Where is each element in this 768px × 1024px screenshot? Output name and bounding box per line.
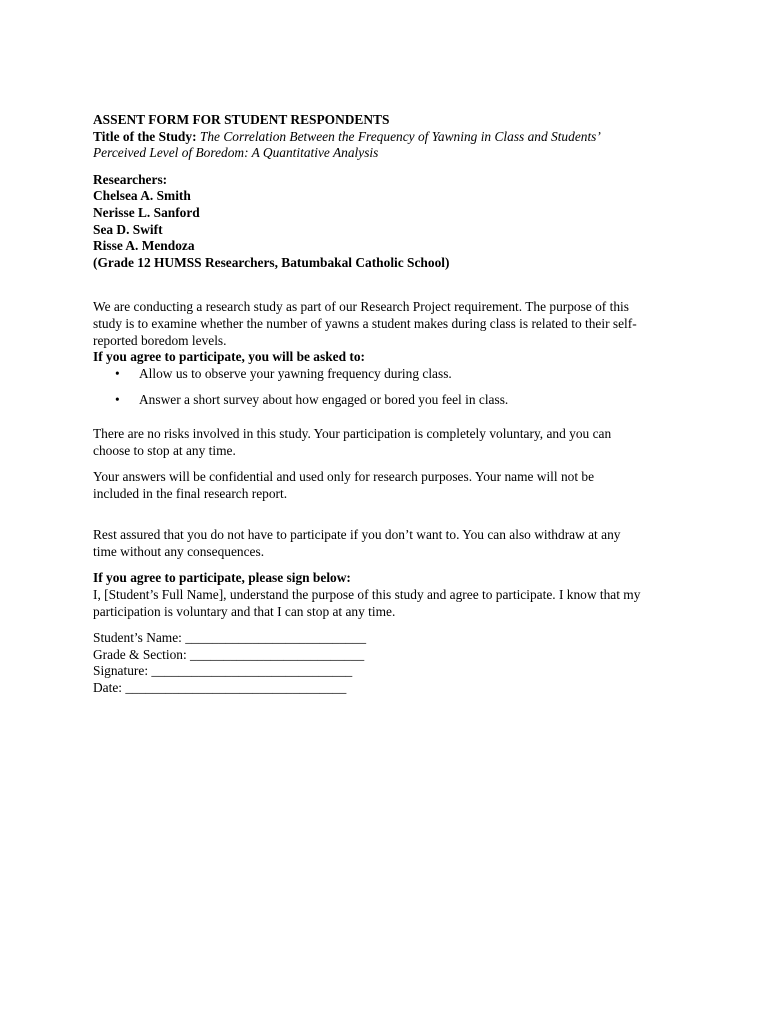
researchers-block	[93, 172, 678, 272]
risks-paragraph	[93, 426, 678, 459]
list-item-text: Allow us to observe your yawning frequency during class.	[139, 365, 452, 381]
withdrawal-line: Rest assured that you do not have to participate if you don’t want to. You can also withdraw at any	[93, 527, 621, 543]
researcher-name: Risse A. Mendoza	[93, 238, 195, 254]
signature-field[interactable]: Signature: ______________________________	[93, 663, 353, 679]
signature-fields	[93, 630, 678, 696]
researcher-name: Nerisse L. Sanford	[93, 204, 200, 220]
bullet-icon: •	[115, 392, 120, 408]
sign-heading: If you agree to participate, please sign below:	[93, 570, 351, 586]
consent-statement-line: I, [Student’s Full Name], understand the purpose of this study and agree to participate. I know that my	[93, 587, 641, 603]
risks-line: There are no risks involved in this study. Your participation is completely voluntary, and you can	[93, 425, 612, 441]
purpose-line: reported boredom levels.	[93, 332, 227, 348]
purpose-paragraph	[93, 299, 678, 349]
grade-section-field[interactable]: Grade & Section: __________________________	[93, 646, 365, 662]
consent-statement-line: participation is voluntary and that I can stop at any time.	[93, 603, 396, 619]
withdrawal-line: time without any consequences.	[93, 543, 265, 559]
researcher-name: Sea D. Swift	[93, 221, 163, 237]
risks-line: choose to stop at any time.	[93, 442, 236, 458]
confidentiality-line: included in the final research report.	[93, 485, 288, 501]
participation-list	[93, 366, 678, 409]
study-title-label: Title of the Study:	[93, 128, 197, 144]
researcher-name: Chelsea A. Smith	[93, 188, 191, 204]
date-field[interactable]: Date: _________________________________	[93, 680, 347, 696]
confidentiality-line: Your answers will be confidential and used only for research purposes. Your name will not be	[93, 469, 595, 485]
student-name-field[interactable]: Student’s Name: ___________________________	[93, 630, 367, 646]
researchers-label: Researchers:	[93, 171, 168, 187]
confidentiality-paragraph	[93, 469, 678, 502]
consent-statement	[93, 587, 678, 620]
purpose-line: We are conducting a research study as part of our Research Project requirement. The purpose of this	[93, 299, 629, 315]
withdrawal-paragraph	[93, 527, 678, 560]
bullet-icon: •	[115, 365, 120, 381]
list-item	[93, 392, 678, 409]
study-title-line-1: The Correlation Between the Frequency of Yawning in Class and Students’	[199, 128, 601, 144]
study-title-line-2: Perceived Level of Boredom: A Quantitative Analysis	[93, 145, 379, 161]
researchers-affiliation: (Grade 12 HUMSS Researchers, Batumbakal Catholic School)	[93, 254, 450, 270]
study-title-block	[93, 129, 678, 162]
assent-form-page	[93, 112, 678, 697]
list-item	[93, 366, 678, 383]
form-heading: ASSENT FORM FOR STUDENT RESPONDENTS	[93, 112, 390, 127]
participation-heading: If you agree to participate, you will be asked to:	[93, 349, 366, 365]
list-item-text: Answer a short survey about how engaged or bored you feel in class.	[139, 392, 509, 408]
purpose-line: study is to examine whether the number of yawns a student makes during class is related to their self-	[93, 315, 637, 331]
